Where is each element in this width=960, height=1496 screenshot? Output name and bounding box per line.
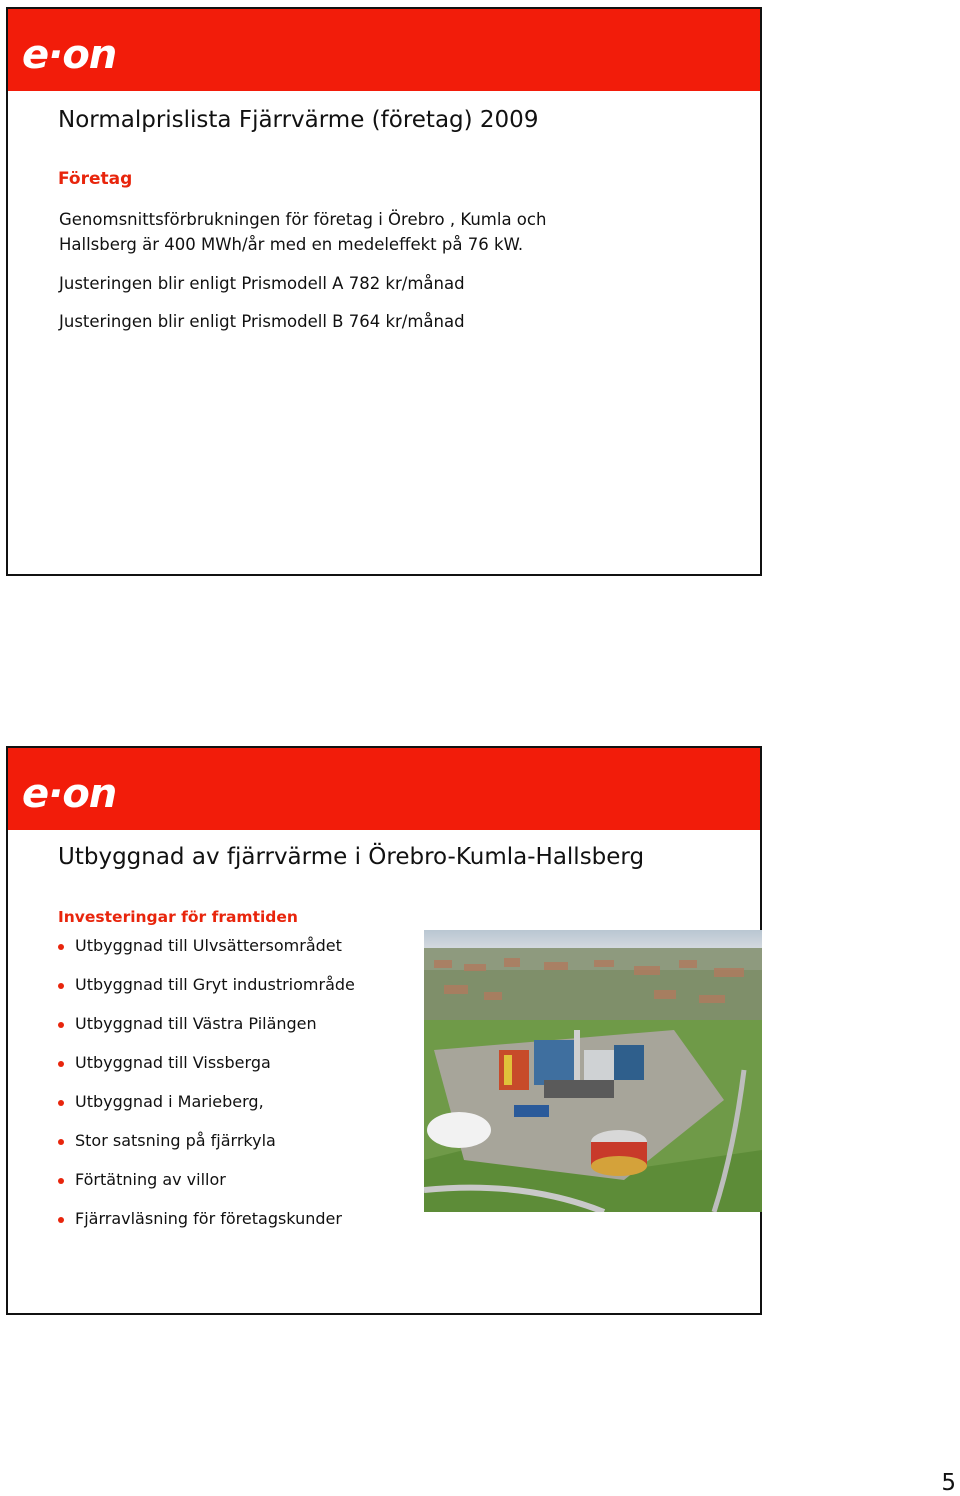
bullet-icon: [58, 1100, 64, 1106]
section-heading: Investeringar för framtiden: [58, 908, 298, 926]
paragraph-line: Hallsberg är 400 MWh/år med en medeleffekt på 76 kW.: [59, 235, 524, 254]
bullet-icon: [58, 1022, 64, 1028]
list-item: [58, 973, 355, 1012]
list-item-label: Fjärravläsning för företagskunder: [75, 1209, 342, 1228]
list-item-label: Utbyggnad till Gryt industriområde: [75, 975, 355, 994]
list-item: [58, 1168, 355, 1207]
aerial-power-plant-photo: [424, 930, 762, 1212]
bullet-icon: [58, 1217, 64, 1223]
eon-banner: [8, 748, 760, 830]
list-item: [58, 1051, 355, 1090]
list-item-label: Förtätning av villor: [75, 1170, 226, 1189]
paragraph-line: Genomsnittsförbrukningen för företag i Örebro , Kumla och: [59, 210, 547, 229]
photo-illustration: [424, 930, 762, 1212]
slide-pricing: [6, 7, 762, 576]
price-model-b: Justeringen blir enligt Prismodell B 764 kr/månad: [59, 312, 465, 331]
list-item: [58, 1129, 355, 1168]
list-item: [58, 1090, 355, 1129]
bullet-icon: [58, 1139, 64, 1145]
list-item-label: Utbyggnad till Vissberga: [75, 1053, 271, 1072]
bullet-icon: [58, 1178, 64, 1184]
eon-logo: e·on: [22, 771, 117, 817]
list-item-label: Utbyggnad till Västra Pilängen: [75, 1014, 317, 1033]
list-item: [58, 1207, 355, 1246]
eon-logo: e·on: [22, 32, 117, 78]
bullet-icon: [58, 944, 64, 950]
list-item-label: Stor satsning på fjärrkyla: [75, 1131, 276, 1150]
investment-list: [58, 934, 355, 1246]
list-item: [58, 1012, 355, 1051]
page-number: 5: [941, 1470, 956, 1496]
price-model-a: Justeringen blir enligt Prismodell A 782 kr/månad: [59, 274, 465, 293]
section-heading: Företag: [58, 169, 133, 189]
list-item-label: Utbyggnad i Marieberg,: [75, 1092, 264, 1111]
slide-expansion: [6, 746, 762, 1315]
slide-title: Utbyggnad av fjärrvärme i Örebro-Kumla-Hallsberg: [58, 844, 645, 870]
consumption-paragraph: [59, 207, 546, 257]
eon-banner: [8, 9, 760, 91]
list-item: [58, 934, 355, 973]
list-item-label: Utbyggnad till Ulvsättersområdet: [75, 936, 342, 955]
bullet-icon: [58, 1061, 64, 1067]
bullet-icon: [58, 983, 64, 989]
slide-title: Normalprislista Fjärrvärme (företag) 2009: [58, 107, 539, 133]
